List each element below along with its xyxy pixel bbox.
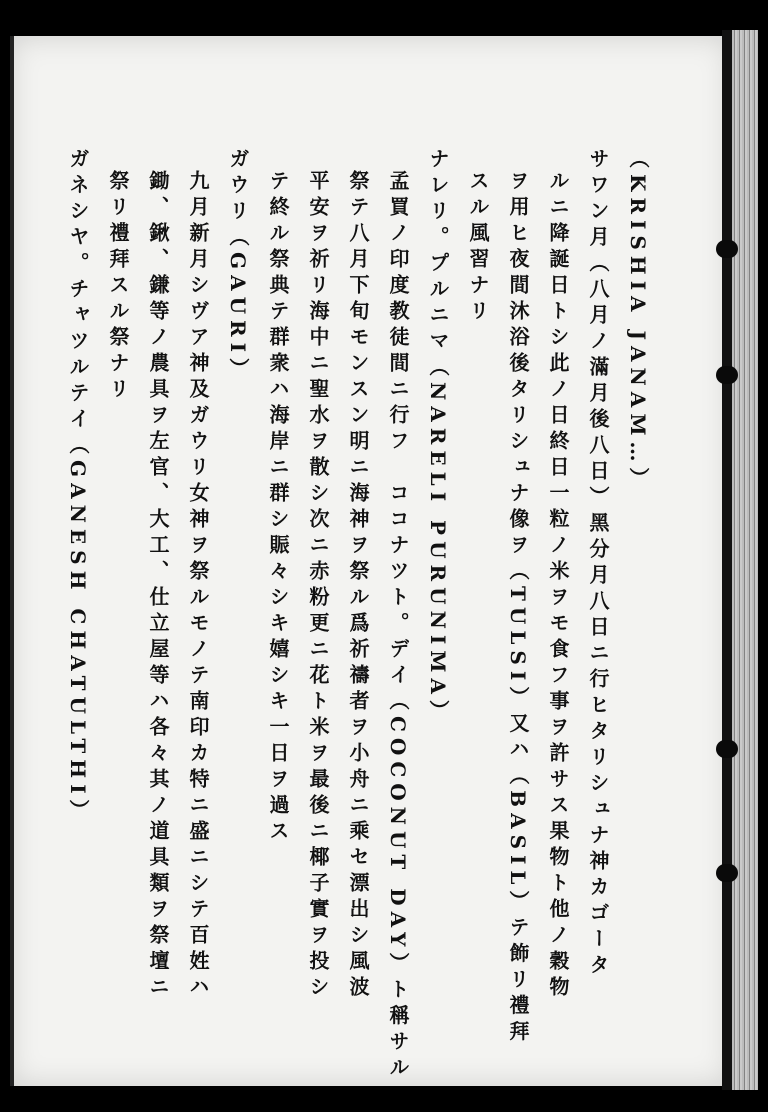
binding-rivet [716, 740, 738, 758]
text-column: 鋤、鍬、鎌等ノ農具ヲ左官、大工、仕立屋等ハ各々其ノ道具類ヲ祭壇ニ [146, 170, 170, 1002]
vertical-text-block [58, 148, 658, 1083]
section-heading: ナレリ。プルニマ（NARELI PURUNIMA） [426, 148, 450, 726]
text-column: 平安ヲ祈リ海中ニ聖水ヲ散シ次ニ赤粉更ニ花ト米ヲ最後ニ椰子實ヲ投シ [306, 170, 330, 1002]
section-heading: （KRISHIA JANAM…） [626, 148, 650, 494]
text-column: 九月新月シヴア神及ガウリ女神ヲ祭ルモノテ南印カ特ニ盛ニシテ百姓ハ [186, 170, 210, 1002]
text-column: 祭リ禮拜スル祭ナリ [106, 170, 130, 404]
text-column: テ終ル祭典テ群衆ハ海岸ニ群シ賑々シキ嬉シキ一日ヲ過ス [266, 170, 290, 846]
text-column: 祭テ八月下旬モンスン明ニ海神ヲ祭ル爲祈禱者ヲ小舟ニ乘セ漂出シ風波 [346, 170, 370, 1002]
binding-rivet [716, 864, 738, 882]
page-stack-edge [732, 30, 758, 1090]
binding-rivet [716, 240, 738, 258]
section-heading: ガウリ（GAURI） [226, 148, 250, 385]
section-heading: ガネシヤ。チャツルテイ（GANESH CHATULTHI） [66, 148, 90, 826]
binding-rivet [716, 366, 738, 384]
text-column: サワン月（八月ノ滿月後八日）黑分月八日ニ行ヒタリシュナ神カゴータ [586, 148, 610, 980]
text-column: スル風習ナリ [466, 170, 490, 326]
text-column: 孟買ノ印度教徒間ニ行フ ココナツト。デイ（COCONUT DAY）ト稱サル [386, 170, 410, 1083]
text-column: ルニ降誕日トシ此ノ日終日一粒ノ米ヲモ食フ事ヲ許サス果物ト他ノ穀物 [546, 170, 570, 1002]
text-column: ヲ用ヒ夜間沐浴後タリシュナ像ヲ（TULSI）又ハ（BASIL）テ飾リ禮拜 [506, 170, 530, 1047]
binding-spine [722, 30, 732, 1090]
page-left-edge [10, 36, 14, 1086]
